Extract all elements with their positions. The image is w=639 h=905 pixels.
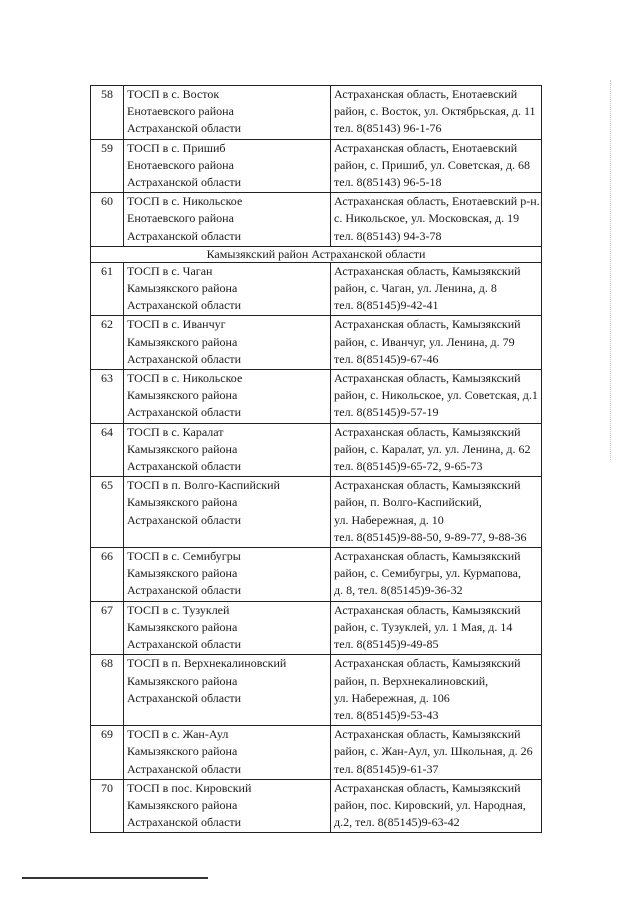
address-line: район, с. Иванчуг, ул. Ленина, д. 79 bbox=[334, 334, 515, 349]
row-number: 69 bbox=[91, 726, 124, 780]
office-name-line: ТОСП в п. Верхнекалиновский bbox=[127, 656, 287, 671]
address-line: район, с. Каралат, ул. ул. Ленина, д. 62 bbox=[334, 441, 531, 456]
table-row bbox=[91, 423, 542, 477]
address-line: тел. 8(85145)9-88-50, 9-89-77, 9-88-36 bbox=[334, 529, 527, 544]
address-line: ул. Набережная, д. 10 bbox=[334, 512, 444, 527]
table-row bbox=[91, 316, 542, 370]
office-name-line: Енотаевского района bbox=[127, 211, 234, 226]
table-row bbox=[91, 655, 542, 726]
address-cell bbox=[331, 316, 542, 370]
office-name-cell bbox=[124, 139, 331, 193]
office-name-cell bbox=[124, 423, 331, 477]
address-cell bbox=[331, 370, 542, 424]
address-line: район, с. Жан-Аул, ул. Школьная, д. 26 bbox=[334, 744, 533, 759]
office-name-line: ТОСП в пос. Кировский bbox=[127, 780, 252, 795]
row-number: 60 bbox=[91, 193, 124, 247]
address-line: Астраханская область, Енотаевский bbox=[334, 87, 518, 101]
office-name-line: Камызякского района bbox=[127, 281, 238, 296]
office-name-line: ТОСП в с. Чаган bbox=[127, 263, 213, 278]
section-header-row bbox=[91, 246, 542, 262]
row-number: 63 bbox=[91, 370, 124, 424]
row-number: 68 bbox=[91, 655, 124, 726]
table-row bbox=[91, 262, 542, 316]
document-page bbox=[90, 85, 541, 833]
address-cell bbox=[331, 601, 542, 655]
address-line: тел. 8(85145)9-53-43 bbox=[334, 707, 439, 722]
office-name-line: Астраханской области bbox=[127, 175, 242, 190]
table-row bbox=[91, 86, 542, 140]
address-cell bbox=[331, 139, 542, 193]
office-name-line: Астраханской области bbox=[127, 583, 242, 598]
office-name-line: Астраханской области bbox=[127, 459, 242, 474]
office-name-line: Астраханской области bbox=[127, 228, 242, 243]
office-name-line: Камызякского района bbox=[127, 744, 238, 759]
address-line: Астраханская область, Камызякский bbox=[334, 371, 521, 386]
office-name-line: ТОСП в п. Волго-Каспийский bbox=[127, 478, 280, 493]
office-name-line: Астраханской области bbox=[127, 637, 242, 652]
address-line: тел. 8(85143) 94-3-78 bbox=[334, 228, 442, 243]
address-line: Астраханская область, Камызякский bbox=[334, 656, 521, 671]
address-line: район, с. Никольское, ул. Советская, д.1 bbox=[334, 388, 538, 403]
office-name-cell bbox=[124, 316, 331, 370]
office-name-line: Астраханской области bbox=[127, 761, 242, 776]
address-line: Астраханская область, Камызякский bbox=[334, 549, 521, 564]
address-line: тел. 8(85145)9-61-37 bbox=[334, 761, 439, 776]
address-line: Астраханская область, Камызякский bbox=[334, 602, 521, 617]
office-name-line: Камызякского района bbox=[127, 495, 238, 510]
row-number: 62 bbox=[91, 316, 124, 370]
address-line: тел. 8(85145)9-49-85 bbox=[334, 637, 439, 652]
office-name-cell bbox=[124, 548, 331, 602]
address-cell bbox=[331, 779, 542, 833]
address-line: Астраханская область, Енотаевский bbox=[334, 140, 518, 155]
table-row bbox=[91, 193, 542, 247]
table-row bbox=[91, 726, 542, 780]
row-number: 59 bbox=[91, 139, 124, 193]
address-line: район, с. Семибугры, ул. Курмапова, bbox=[334, 566, 521, 581]
office-name-line: Астраханской области bbox=[127, 121, 242, 136]
office-name-cell bbox=[124, 726, 331, 780]
address-line: район, с. Чаган, ул. Ленина, д. 8 bbox=[334, 281, 497, 296]
table-row bbox=[91, 370, 542, 424]
address-line: Астраханская область, Камызякский bbox=[334, 727, 521, 742]
office-name-line: Астраханской области bbox=[127, 351, 242, 366]
address-line: район, п. Волго-Каспийский, bbox=[334, 495, 482, 510]
office-name-line: Камызякского района bbox=[127, 673, 238, 688]
address-cell bbox=[331, 193, 542, 247]
office-name-line: Камызякского района bbox=[127, 619, 238, 634]
office-name-line: ТОСП в с. Тузуклей bbox=[127, 602, 230, 617]
bottom-rule bbox=[22, 877, 208, 879]
office-name-line: ТОСП в с. Семибугры bbox=[127, 549, 241, 564]
scan-edge-line bbox=[610, 80, 611, 460]
office-name-line: Камызякского района bbox=[127, 441, 238, 456]
row-number: 70 bbox=[91, 779, 124, 833]
address-line: район, п. Верхнекалиновский, bbox=[334, 673, 489, 688]
address-line: с. Никольское, ул. Московская, д. 19 bbox=[334, 211, 520, 226]
address-cell bbox=[331, 726, 542, 780]
address-line: Астраханская область, Камызякский bbox=[334, 317, 521, 332]
address-cell bbox=[331, 86, 542, 140]
address-line: тел. 8(85145)9-42-41 bbox=[334, 298, 439, 313]
address-line: д.2, тел. 8(85145)9-63-42 bbox=[334, 815, 460, 830]
office-name-line: Камызякского района bbox=[127, 797, 238, 812]
office-name-line: Камызякского района bbox=[127, 566, 238, 581]
office-name-cell bbox=[124, 193, 331, 247]
office-name-line: Астраханской области bbox=[127, 405, 242, 420]
office-name-line: Камызякского района bbox=[127, 334, 238, 349]
office-name-line: ТОСП в с. Восток bbox=[127, 87, 220, 101]
table-body bbox=[91, 86, 542, 833]
office-name-cell bbox=[124, 601, 331, 655]
offices-table bbox=[90, 85, 542, 833]
office-name-line: ТОСП в с. Никольское bbox=[127, 371, 243, 386]
address-cell bbox=[331, 477, 542, 548]
office-name-line: Камызякского района bbox=[127, 388, 238, 403]
office-name-line: ТОСП в с. Никольское bbox=[127, 194, 243, 209]
address-line: тел. 8(85143) 96-1-76 bbox=[334, 121, 442, 136]
office-name-line: Астраханской области bbox=[127, 298, 242, 313]
office-name-cell bbox=[124, 655, 331, 726]
office-name-line: ТОСП в с. Каралат bbox=[127, 424, 224, 439]
office-name-line: Енотаевского района bbox=[127, 157, 234, 172]
row-number: 64 bbox=[91, 423, 124, 477]
address-line: район, с. Восток, ул. Октябрьская, д. 11 bbox=[334, 104, 536, 119]
office-name-line: Астраханской области bbox=[127, 512, 242, 527]
office-name-cell bbox=[124, 370, 331, 424]
address-line: район, с. Пришиб, ул. Советская, д. 68 bbox=[334, 157, 531, 172]
row-number: 58 bbox=[91, 86, 124, 140]
office-name-cell bbox=[124, 262, 331, 316]
office-name-line: ТОСП в с. Жан-Аул bbox=[127, 727, 229, 742]
table-row bbox=[91, 548, 542, 602]
address-line: район, пос. Кировский, ул. Народная, bbox=[334, 797, 526, 812]
address-line: тел. 8(85143) 96-5-18 bbox=[334, 175, 442, 190]
row-number: 66 bbox=[91, 548, 124, 602]
row-number: 65 bbox=[91, 477, 124, 548]
address-line: тел. 8(85145)9-65-72, 9-65-73 bbox=[334, 459, 483, 474]
row-number: 61 bbox=[91, 262, 124, 316]
section-title: Камызякский район Астраханской области bbox=[91, 246, 542, 262]
row-number: 67 bbox=[91, 601, 124, 655]
office-name-cell bbox=[124, 86, 331, 140]
address-line: тел. 8(85145)9-57-19 bbox=[334, 405, 439, 420]
address-cell bbox=[331, 262, 542, 316]
address-line: Астраханская область, Енотаевский р-н. bbox=[334, 194, 540, 209]
address-cell bbox=[331, 655, 542, 726]
table-row bbox=[91, 139, 542, 193]
office-name-line: ТОСП в с. Пришиб bbox=[127, 140, 226, 155]
address-line: ул. Набережная, д. 106 bbox=[334, 690, 450, 705]
address-line: тел. 8(85145)9-67-46 bbox=[334, 351, 439, 366]
office-name-line: ТОСП в с. Иванчуг bbox=[127, 317, 226, 332]
address-line: район, с. Тузуклей, ул. 1 Мая, д. 14 bbox=[334, 619, 513, 634]
office-name-cell bbox=[124, 477, 331, 548]
address-cell bbox=[331, 423, 542, 477]
address-line: д. 8, тел. 8(85145)9-36-32 bbox=[334, 583, 463, 598]
address-line: Астраханская область, Камызякский bbox=[334, 424, 521, 439]
office-name-cell bbox=[124, 779, 331, 833]
office-name-line: Енотаевского района bbox=[127, 104, 234, 119]
table-row bbox=[91, 779, 542, 833]
address-line: Астраханская область, Камызякский bbox=[334, 263, 521, 278]
address-cell bbox=[331, 548, 542, 602]
address-line: Астраханская область, Камызякский bbox=[334, 780, 521, 795]
table-row bbox=[91, 477, 542, 548]
table-row bbox=[91, 601, 542, 655]
office-name-line: Астраханской области bbox=[127, 690, 242, 705]
address-line: Астраханская область, Камызякский bbox=[334, 478, 521, 493]
office-name-line: Астраханской области bbox=[127, 815, 242, 830]
